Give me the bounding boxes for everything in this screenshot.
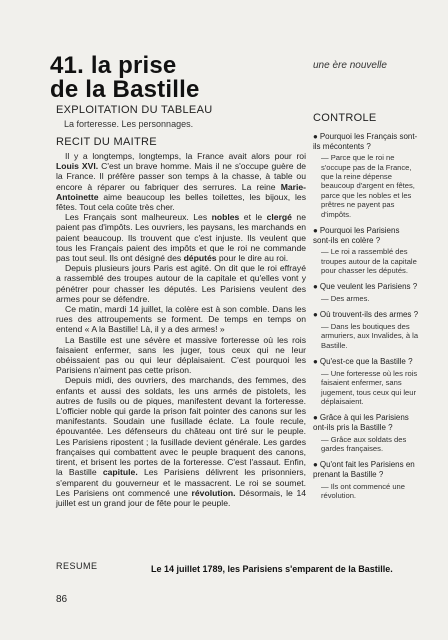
controle-question <box>313 282 419 292</box>
recit-paragraph <box>56 335 306 376</box>
bullet-icon: ● <box>313 460 318 470</box>
recit-paragraph <box>56 263 306 304</box>
bullet-icon: ● <box>313 413 318 423</box>
controle-answer: — Ils ont commencé une révolution. <box>321 481 405 501</box>
bullet-icon: ● <box>313 282 318 292</box>
text-run: ne paient pas d'impôts. Les ouvriers, les paysans, les marchands en paient beaucoup. Ils trouvent que c'est injuste. Ils veulent que tous les Français paient des impôts et que le roi ne commande pas tout seul. Ils ont désigné des <box>56 212 306 264</box>
bold-term: Marie-Antoinette <box>56 181 306 202</box>
text-run: Ce matin, mardi 14 juillet, la colère est à son comble. Dans les rues des attroupements se forment. De temps en temps on entend « A la Bastille! Là, il y a des armes! » <box>56 304 306 335</box>
controle-question-text: Où trouvent-ils des armes ? <box>319 310 419 320</box>
bullet-icon: ● <box>313 310 318 320</box>
resume-label: RESUME <box>56 561 98 571</box>
text-run: Les Parisiens délivrent les prisonniers, s'emparent du gouverneur et le massacrent. Le roi se soumet. Les Parisiens ont commencé une <box>56 467 306 498</box>
recit-heading: RECIT DU MAITRE <box>56 136 157 148</box>
bold-term: nobles <box>211 212 240 223</box>
page-number: 86 <box>56 594 68 605</box>
bold-term: révolution. <box>191 487 236 498</box>
controle-column <box>313 112 419 500</box>
controle-answer: — Grâce aux soldats des gardes françaises. <box>321 434 407 454</box>
bold-term: députés <box>183 253 217 264</box>
bullet-icon: ● <box>313 357 318 367</box>
controle-answer: — Le roi a rassemblé des troupes autour de la capitale pour chasser les députés. <box>321 247 417 276</box>
text-run: La Bastille est une sévère et massive forteresse où les rois faisaient enfermer, sans les juger, tous ceux qui ne leur obéissaient pas ou qui leur déplaisaient. C'est pourquoi les Parisiens n'aiment pas cette prison. <box>56 334 306 376</box>
bold-term: capitule. <box>102 467 138 478</box>
recit-paragraph <box>56 375 306 508</box>
controle-question-text: Qu'est-ce que la Bastille ? <box>319 357 413 367</box>
chapter-title-line-1: 41. la prise <box>50 52 177 79</box>
chapter-title <box>50 54 280 102</box>
text-run: pour le dire au roi. <box>216 253 289 264</box>
recit-body <box>56 151 306 508</box>
controle-question-text: Pourquoi les Français sont-ils mécontents ? <box>313 132 418 151</box>
controle-question <box>313 310 419 320</box>
text-run: Désormais, le 14 juillet est un grand jour de fête pour le peuple. <box>56 487 307 508</box>
bullet-icon: ● <box>313 226 318 236</box>
text-run: Depuis midi, des ouvriers, des marchands, des femmes, des enfants et aussi des soldats, les uns armés de pistolets, les autres de fusils ou de piques, manifestent devant la forteresse. L'officier noble qui garde la prison fait pointer des canons sur les manifestants. Soudain une fusillade éclate. La foule recule, épouvantée. Les défenseurs du château ont tiré sur le peuple. Les Parisiens ripostent ; la fusillade devient générale. Les gardes françaises qui combattent avec le peuple braquent des canons, tirent, et brisent les portes de la forteresse. C'est l'assaut. Enfin, la Bastille <box>56 375 306 478</box>
controle-question <box>313 132 419 151</box>
controle-question <box>313 460 419 479</box>
bullet-icon: ● <box>313 132 318 141</box>
recit-paragraph <box>56 304 306 335</box>
controle-list <box>313 132 419 500</box>
text-run: C'est un brave homme. Mais il ne s'occupe guère de la France. Il préfère passer son temps à la chasse, à table ou encore à réparer ou fabriquer des serrures. La reine <box>56 161 307 192</box>
controle-question <box>313 413 419 432</box>
main-column <box>56 104 306 508</box>
recit-paragraph <box>56 212 306 263</box>
bold-term: clergé <box>266 212 292 223</box>
text-run: Les Français sont malheureux. Les <box>65 212 212 223</box>
text-run: Depuis plusieurs jours Paris est agité. On dit que le roi effrayé a rassemblé des troupes autour de la capitale et qu'elles vont y pénétrer pour chasser les députés. Les Parisiens veulent des armes pour se défendre. <box>56 263 306 304</box>
controle-heading: CONTROLE <box>313 112 377 124</box>
controle-question <box>313 226 419 245</box>
controle-question-text: Que veulent les Parisiens ? <box>319 282 418 292</box>
bold-term: Louis XVI. <box>56 161 99 172</box>
controle-answer: — Une forteresse où les rois faisaient enfermer, sans jugement, tous ceux qui leur déplaisaient. <box>321 368 418 407</box>
controle-answer: — Des armes. <box>321 294 370 304</box>
text-run: Il y a longtemps, longtemps, la France avait alors pour roi <box>65 151 306 161</box>
exploitation-heading: EXPLOITATION DU TABLEAU <box>56 104 213 116</box>
controle-question-text: Grâce à qui les Parisiens ont-ils pris la Bastille ? <box>313 413 409 433</box>
text-run: et le <box>239 212 267 223</box>
controle-question-text: Pourquoi les Parisiens sont-ils en colère ? <box>313 226 400 245</box>
resume-text: Le 14 juillet 1789, les Parisiens s'emparent de la Bastille. <box>151 564 393 574</box>
controle-answer: — Dans les boutiques des armuriers, aux Invalides, à la Bastille. <box>321 322 419 350</box>
recit-paragraph <box>56 151 306 212</box>
controle-question <box>313 357 419 367</box>
chapter-title-line-2: de la Bastille <box>50 76 200 103</box>
chapter-subtitle: une ère nouvelle <box>313 60 387 71</box>
text-run: aime beaucoup les belles toilettes, les bijoux, les fêtes. Tout cela coûte très cher. <box>56 191 306 213</box>
exploitation-subtext: La forteresse. Les personnages. <box>64 119 194 129</box>
controle-answer: — Parce que le roi ne s'occupe pas de la France, que la reine dépense beaucoup d'argent en fêtes, parce que les nobles et les prêtres ne payent pas d'impôts. <box>321 153 415 219</box>
controle-question-text: Qu'ont fait les Parisiens en prenant la Bastille ? <box>313 460 415 480</box>
